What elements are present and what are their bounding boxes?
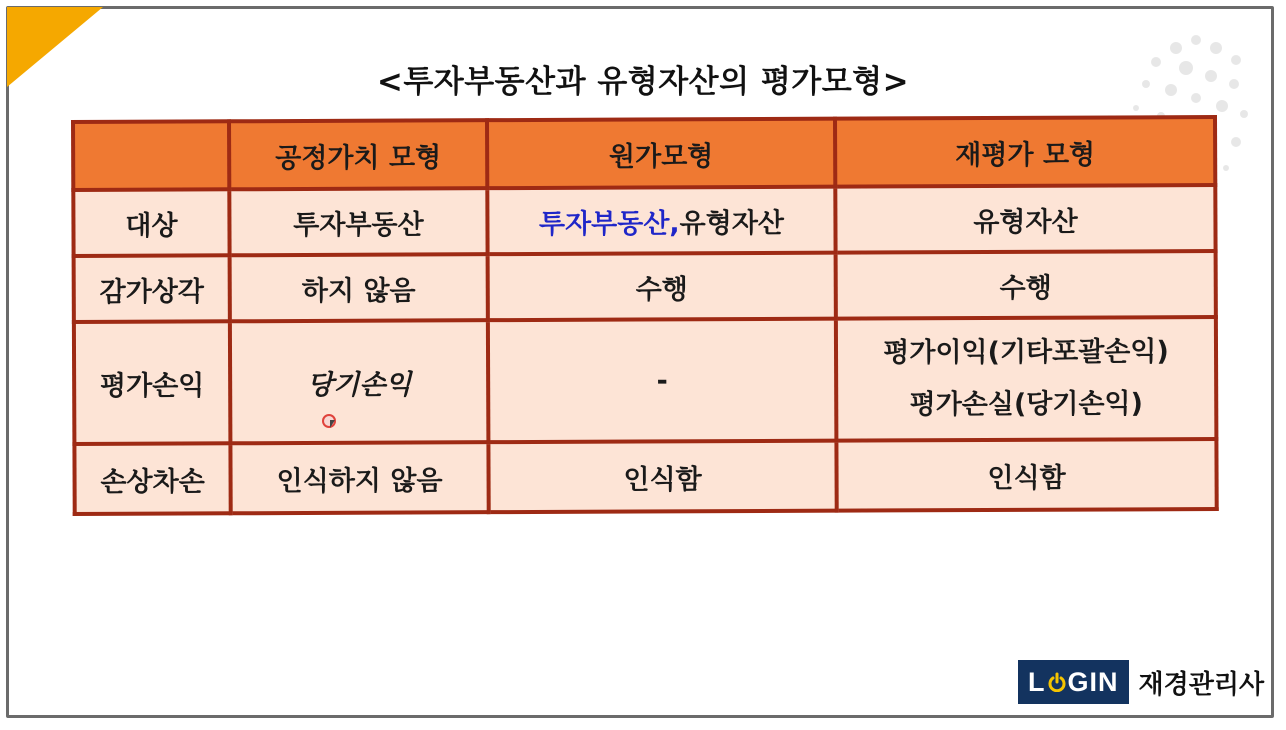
cell-target-revaluation: 유형자산 [835,185,1215,253]
cell-target-cost-part2: 유형자산 [679,207,785,239]
cell-valuation-revaluation-line1: 평가이익(기타포괄손익) [883,336,1169,369]
cell-valuation-revaluation [836,317,1217,441]
mouse-cursor-icon [330,420,335,428]
table-row-depreciation [74,251,1216,322]
header-fair-value-model: 공정가치 모형 [229,120,487,189]
cell-depreciation-cost: 수행 [488,253,836,321]
cell-impairment-revaluation: 인식함 [836,439,1216,511]
cell-target-cost [487,187,835,255]
slide-title: <투자부동산과 유형자산의 평가모형> [376,64,910,100]
logo-letters-gin: GIN [1067,666,1119,697]
cell-valuation-revaluation-line2: 평가손실(당기손익) [909,388,1143,421]
logo-letter-l: L [1028,666,1046,697]
row-label-depreciation: 감가상각 [74,255,230,322]
table-row-impairment [74,439,1216,514]
row-label-impairment: 손상차손 [74,443,230,514]
cell-depreciation-revaluation: 수행 [836,251,1216,319]
logo-badge [1018,660,1129,704]
cell-target-fair-value: 투자부동산 [229,188,487,255]
table-row-valuation-gain-loss [74,317,1217,444]
cell-depreciation-fair-value: 하지 않음 [230,254,488,321]
header-corner-cell [73,121,229,190]
header-revaluation-model: 재평가 모형 [835,117,1215,187]
cell-impairment-fair-value: 인식하지 않음 [230,442,488,513]
logo-course-name: 재경관리사 [1138,669,1265,700]
power-icon [1048,672,1066,692]
evaluation-model-table [71,115,1219,516]
cell-valuation-fair-value: 당기손익 [230,320,489,443]
evaluation-model-table-container [71,115,1215,512]
table-header-row [73,117,1215,190]
cell-impairment-cost: 인식함 [488,441,836,513]
header-cost-model: 원가모형 [487,119,835,189]
cell-valuation-cost: - [488,319,837,443]
row-label-valuation-gain-loss: 평가손익 [74,321,231,444]
table-row-target [73,185,1215,256]
row-label-target: 대상 [73,189,229,256]
login-logo [1018,660,1264,704]
cell-target-cost-part1: 투자부동산, [538,207,680,240]
